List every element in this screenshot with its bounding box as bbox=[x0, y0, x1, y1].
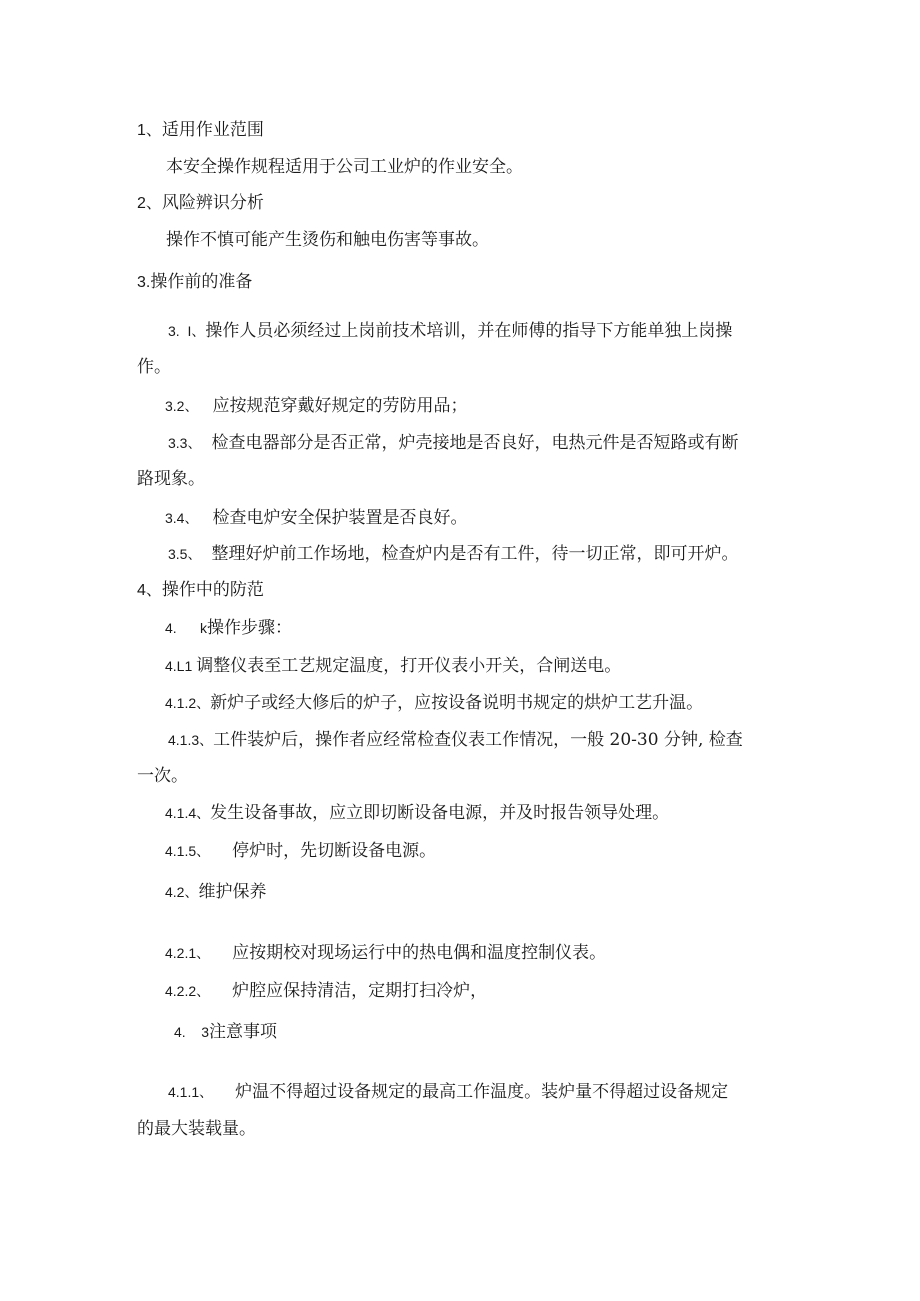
line-text: 操作不慎可能产生烫伤和触电伤害等事故。 bbox=[166, 230, 489, 250]
item-number: 4.1.4、 bbox=[165, 805, 211, 821]
line-text: 新炉子或经大修后的炉子，应按设备说明书规定的烘炉工艺升温。 bbox=[210, 693, 704, 713]
line-text: 检查电器部分是否正常，炉壳接地是否良好，电热元件是否短路或有断 bbox=[211, 433, 739, 453]
item-number: 4.1.5、 bbox=[165, 843, 211, 859]
line-text: 操作前的准备 bbox=[150, 272, 253, 292]
line-text: 路现象。 bbox=[137, 469, 205, 489]
item-number: 4.1.2、 bbox=[165, 695, 211, 711]
paragraph-line bbox=[165, 841, 436, 861]
paragraph-line bbox=[168, 544, 738, 564]
item-number: 3.5、 bbox=[168, 546, 202, 562]
paragraph-line bbox=[165, 882, 266, 902]
item-number: 4.2.1、 bbox=[165, 945, 211, 961]
item-number: 4. 3 bbox=[174, 1024, 210, 1040]
item-number: 1、 bbox=[137, 122, 162, 139]
paragraph-line bbox=[165, 943, 606, 963]
line-text: 整理好炉前工作场地，检查炉内是否有工件，待一切正常，即可开炉。 bbox=[211, 544, 739, 564]
line-text: 工件装炉后，操作者应经常检查仪表工作情况，一般 20-30 分钟, 检查 bbox=[213, 730, 743, 750]
line-text: 检查电炉安全保护装置是否良好。 bbox=[212, 508, 468, 528]
line-text: 风险辨识分析 bbox=[161, 193, 264, 213]
line-text: 作。 bbox=[137, 357, 171, 377]
paragraph-line bbox=[137, 1119, 256, 1139]
section-heading bbox=[137, 193, 264, 214]
paragraph-line bbox=[165, 656, 621, 676]
paragraph-line bbox=[165, 618, 292, 638]
item-number: 3.4、 bbox=[165, 510, 199, 526]
section-heading bbox=[137, 120, 264, 141]
paragraph-line bbox=[165, 693, 703, 713]
line-text: 应按期校对现场运行中的热电偶和温度控制仪表。 bbox=[232, 943, 607, 963]
item-number: 3. I、 bbox=[168, 323, 206, 339]
item-number: 4.1.3、 bbox=[168, 732, 214, 748]
paragraph-line bbox=[165, 396, 467, 416]
paragraph-line bbox=[168, 321, 732, 341]
item-number: 3. bbox=[137, 274, 151, 291]
item-number: 4.1.1、 bbox=[168, 1084, 214, 1100]
line-text: 操作步骤： bbox=[207, 618, 293, 638]
item-number: 3.3、 bbox=[168, 435, 202, 451]
line-text: 调整仪表至工艺规定温度，打开仪表小开关，合闸送电。 bbox=[196, 656, 622, 676]
paragraph-line bbox=[174, 1022, 277, 1042]
paragraph-line bbox=[165, 508, 467, 528]
paragraph-line bbox=[137, 469, 205, 489]
line-text: 操作中的防范 bbox=[161, 580, 264, 600]
item-number: 4.2.2、 bbox=[165, 983, 211, 999]
line-text: 炉腔应保持清洁，定期打扫冷炉， bbox=[232, 981, 488, 1001]
line-text: 操作人员必须经过上岗前技术培训，并在师傅的指导下方能单独上岗操 bbox=[205, 321, 733, 341]
line-text: 注意事项 bbox=[209, 1022, 278, 1042]
line-text: 停炉时，先切断设备电源。 bbox=[232, 841, 437, 861]
paragraph-line bbox=[137, 766, 188, 786]
paragraph-line bbox=[166, 230, 489, 250]
paragraph-line bbox=[165, 981, 487, 1001]
line-text: 应按规范穿戴好规定的劳防用品； bbox=[212, 396, 468, 416]
section-heading bbox=[137, 580, 264, 601]
line-text: 适用作业范围 bbox=[161, 120, 264, 140]
item-number: 4.L1 bbox=[165, 658, 193, 674]
paragraph-line bbox=[168, 730, 743, 750]
item-number: 2、 bbox=[137, 195, 162, 212]
section-heading bbox=[137, 272, 252, 293]
item-number: 4.2、 bbox=[165, 884, 199, 900]
item-number: 4、 bbox=[137, 582, 162, 599]
line-text: 一次。 bbox=[137, 766, 188, 786]
line-text: 的最大装载量。 bbox=[137, 1119, 256, 1139]
item-number: 3.2、 bbox=[165, 398, 199, 414]
item-number: 4. k bbox=[165, 620, 208, 636]
paragraph-line bbox=[166, 157, 523, 177]
paragraph-line bbox=[137, 357, 171, 377]
paragraph-line bbox=[168, 433, 738, 453]
line-text: 本安全操作规程适用于公司工业炉的作业安全。 bbox=[166, 157, 523, 177]
line-text: 维护保养 bbox=[198, 882, 267, 902]
line-text: 发生设备事故，应立即切断设备电源，并及时报告领导处理。 bbox=[210, 803, 670, 823]
paragraph-line bbox=[165, 803, 669, 823]
paragraph-line bbox=[168, 1082, 728, 1102]
line-text: 炉温不得超过设备规定的最高工作温度。装炉量不得超过设备规定 bbox=[235, 1082, 729, 1102]
